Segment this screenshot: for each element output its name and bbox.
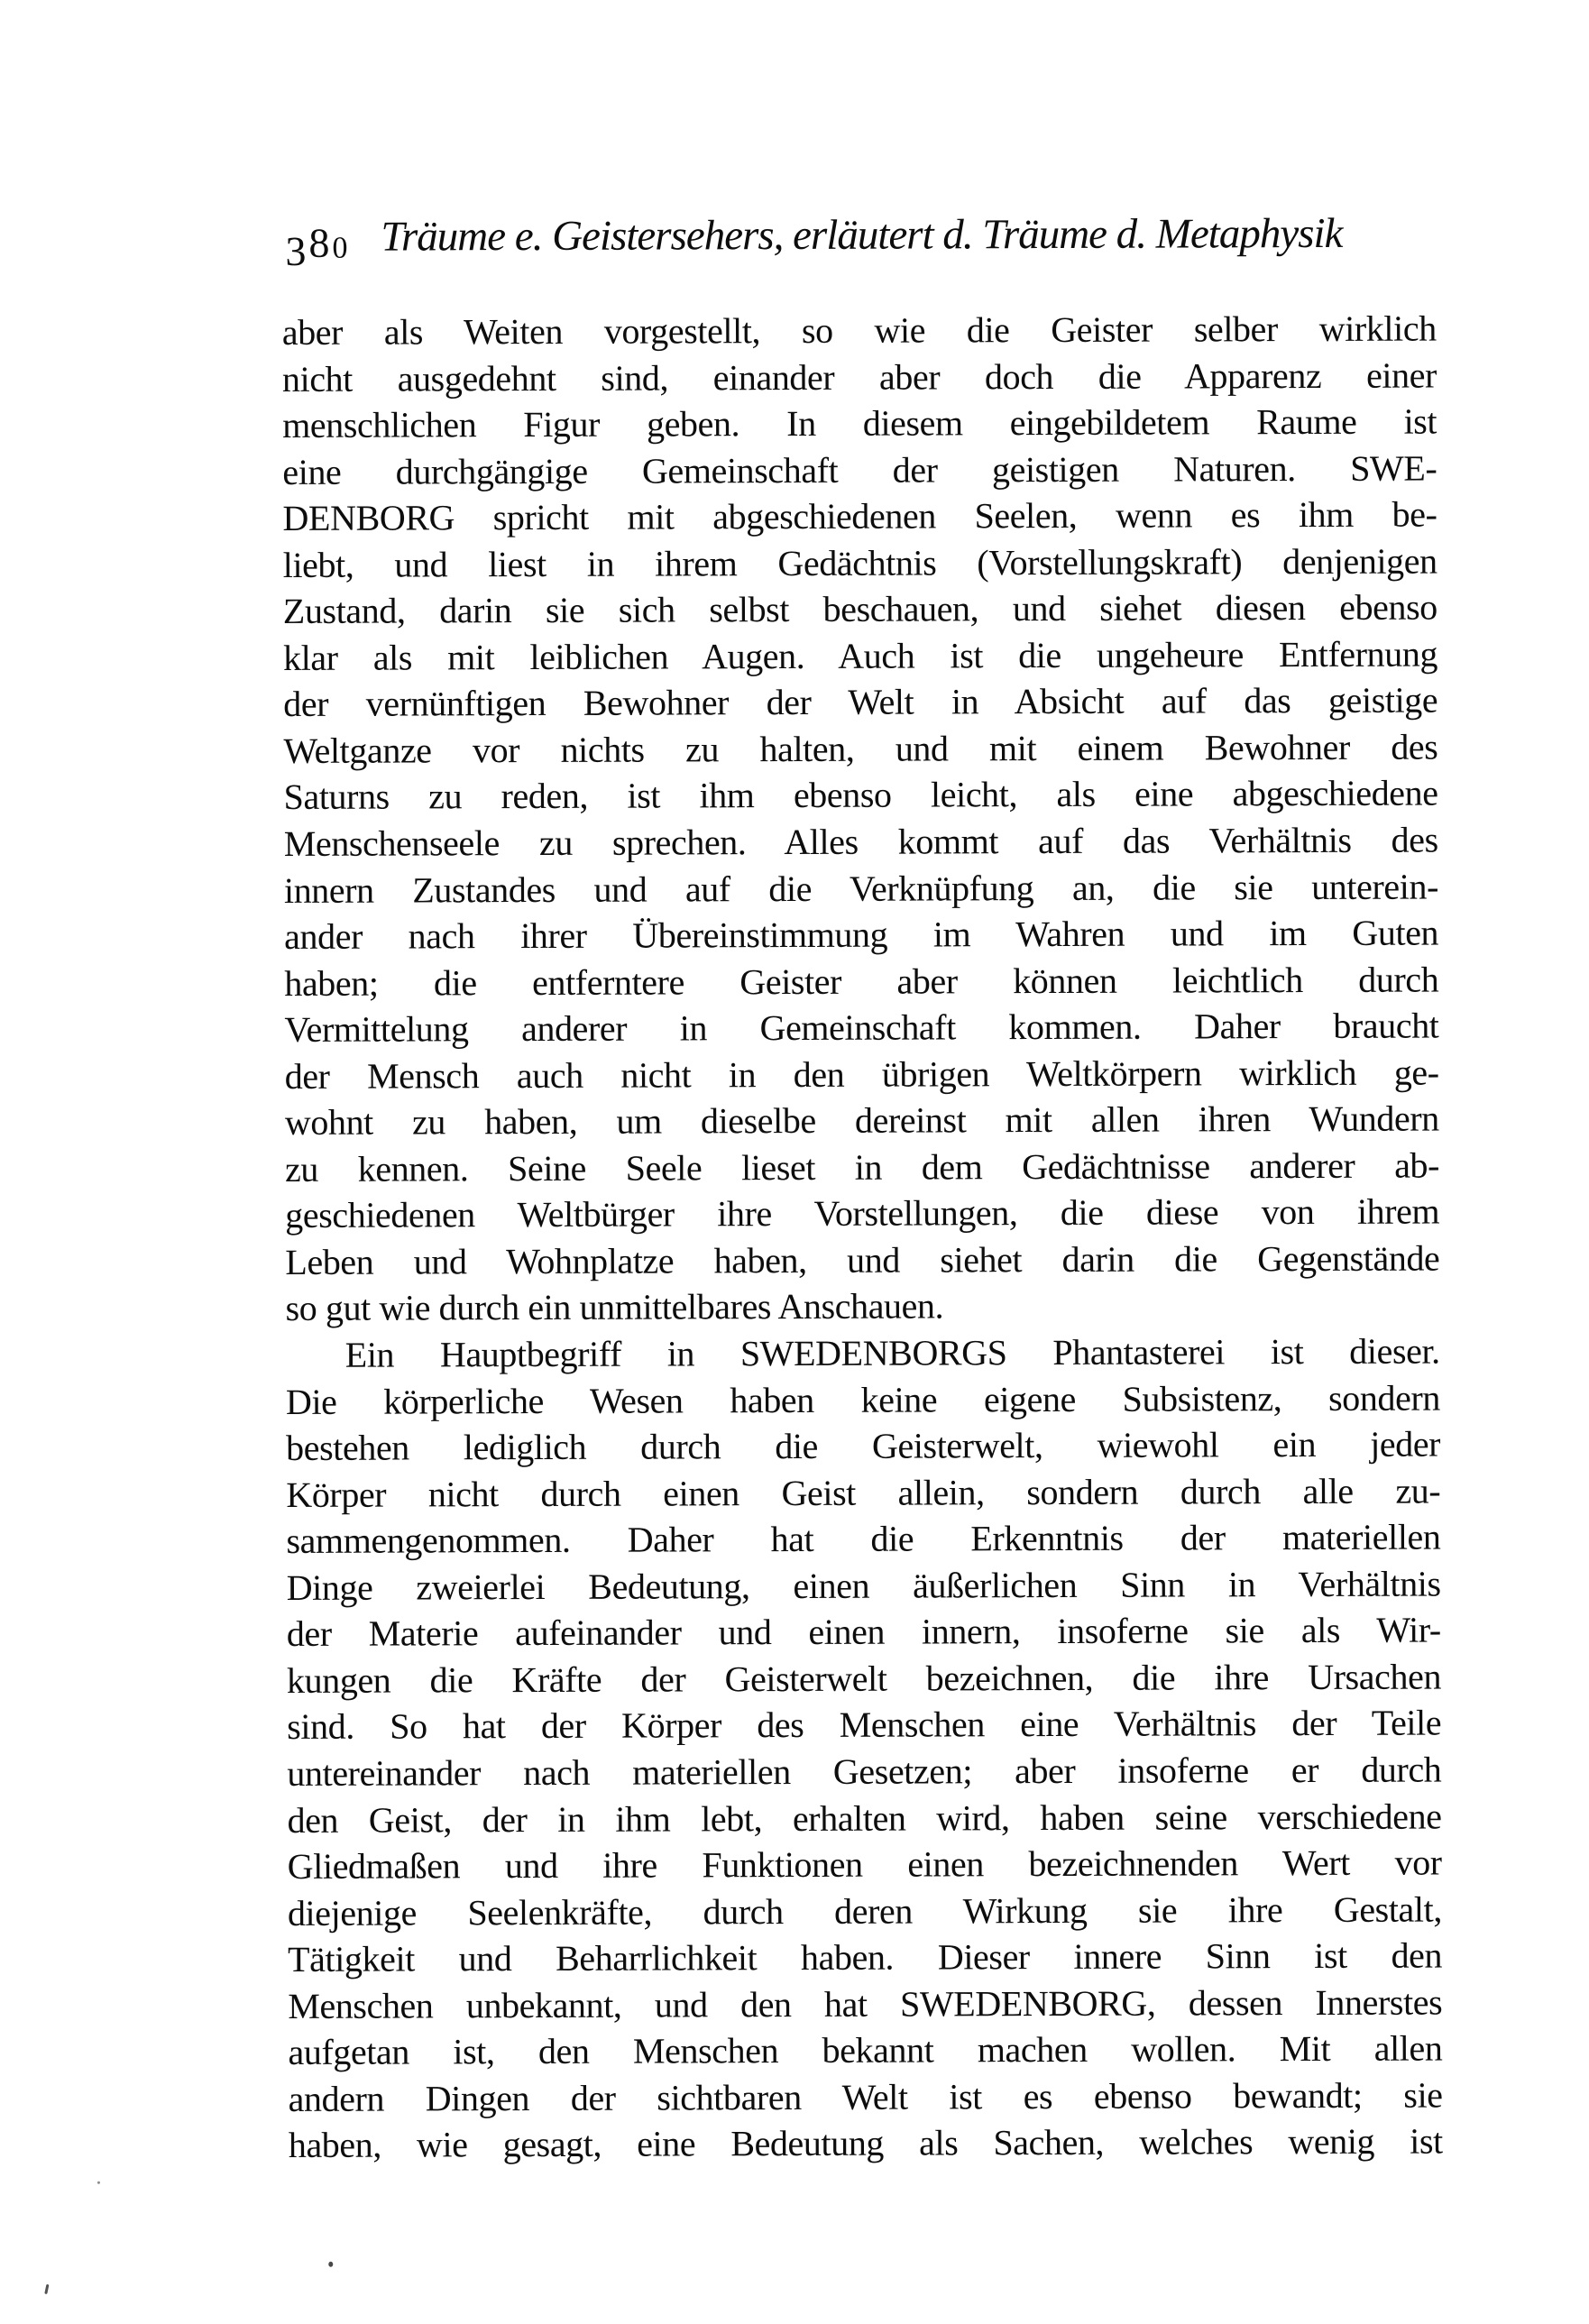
text-line: Die körperliche Wesen haben keine eigene Subsistenz, sondern [285,1377,1440,1422]
text-line: Körper nicht durch einen Geist allein, sondern durch alle zu- [286,1470,1441,1515]
text-line: innern Zustandes und auf die Verknüpfung an, die sie unterein- [283,866,1439,911]
text-line: haben, wie gesagt, eine Bedeutung als Sachen, welches wenig ist [288,2120,1443,2166]
text-line: Vermittelung anderer in Gemeinschaft kommen. Daher braucht [284,1005,1439,1051]
text-line: aufgetan ist, den Menschen bekannt machen wollen. Mit allen [288,2027,1443,2073]
text-line: der Materie aufeinander und einen innern, insoferne sie als Wir- [286,1609,1441,1655]
scan-speck [44,2284,49,2294]
text-line: DENBORG spricht mit abgeschiedenen Seelen, wenn es ihm be- [282,493,1437,539]
text-line: Zustand, darin sie sich selbst beschauen, und siehet diesen ebenso [282,586,1437,632]
text-line: liebt, und liest in ihrem Gedächtnis (Vorstellungskraft) denjenigen [282,540,1437,585]
text-line: so gut wie durch ein unmittelbares Anschauen. [285,1285,944,1329]
text-line: eine durchgängige Gemeinschaft der geistigen Naturen. SWE- [282,447,1437,492]
text-line: haben; die entferntere Geister aber können leichtlich durch [284,959,1439,1004]
text-line: andern Dingen der sichtbaren Welt ist es ebenso bewandt; sie [288,2074,1443,2119]
text-block [282,306,1443,2169]
text-line: den Geist, der in ihm lebt, erhalten wird, haben seine verschiedene [287,1795,1442,1841]
page-number: 380 [285,219,351,275]
text-line: kungen die Kräfte der Geisterwelt bezeichnen, die ihre Ursachen [286,1656,1442,1701]
text-line: Menschenseele zu sprechen. Alles kommt auf das Verhältnis des [283,819,1438,864]
text-line: nicht ausgedehnt sind, einander aber doch die Apparenz einer [281,354,1437,400]
running-header-title: Träume e. Geistersehers, erläutert d. Träume d. Metaphysik [381,209,1343,261]
text-line: untereinander nach materiellen Gesetzen; aber insoferne er durch [287,1749,1442,1794]
scan-speck [328,2262,333,2267]
text-line: Weltganze vor nichts zu halten, und mit einem Bewohner des [283,726,1438,771]
text-line: der Mensch auch nicht in den übrigen Weltkörpern wirklich ge- [284,1052,1439,1097]
text-line: Leben und Wohnplatze haben, und siehet darin die Gegenstände [285,1237,1440,1282]
text-line: Dinge zweierlei Bedeutung, einen äußerlichen Sinn in Verhältnis [286,1563,1441,1608]
text-line: der vernünftigen Bewohner der Welt in Absicht auf das geistige [283,679,1438,725]
scan-speck [97,2182,100,2184]
text-line: sind. So hat der Körper des Menschen eine Verhältnis der Teile [287,1702,1442,1748]
text-line: ander nach ihrer Übereinstimmung im Wahren und im Guten [284,912,1439,958]
text-line: aber als Weiten vorgestellt, so wie die Geister selber wirklich [281,308,1437,353]
text-line: menschlichen Figur geben. In diesem eingebildetem Raume ist [282,400,1437,446]
text-line: wohnt zu haben, um dieselbe dereinst mit allen ihren Wundern [284,1098,1439,1144]
text-line: diejenige Seelenkräfte, durch deren Wirkung sie ihre Gestalt, [287,1888,1442,1934]
text-line: klar als mit leiblichen Augen. Auch ist die ungeheure Entfernung [282,633,1438,678]
text-line: sammengenommen. Daher hat die Erkenntnis der materiellen [286,1516,1441,1562]
text-line: Menschen unbekannt, und den hat SWEDENBORG, dessen Innerstes [288,1981,1443,2026]
text-line: geschiedenen Weltbürger ihre Vorstellungen, die diese von ihrem [285,1190,1440,1236]
text-line: Ein Hauptbegriff in SWEDENBORGS Phantasterei ist dieser. [344,1330,1440,1375]
text-line: Saturns zu reden, ist ihm ebenso leicht, als eine abgeschiedene [283,772,1438,818]
text-line: Gliedmaßen und ihre Funktionen einen bezeichnenden Wert vor [287,1842,1442,1888]
text-line: bestehen lediglich durch die Geisterwelt, wiewohl ein jeder [286,1423,1441,1469]
text-line: zu kennen. Seine Seele lieset in dem Gedächtnisse anderer ab- [284,1144,1440,1190]
page-header [0,0,1585,275]
text-line: Tätigkeit und Beharrlichkeit haben. Dieser innere Sinn ist den [288,1934,1443,1980]
